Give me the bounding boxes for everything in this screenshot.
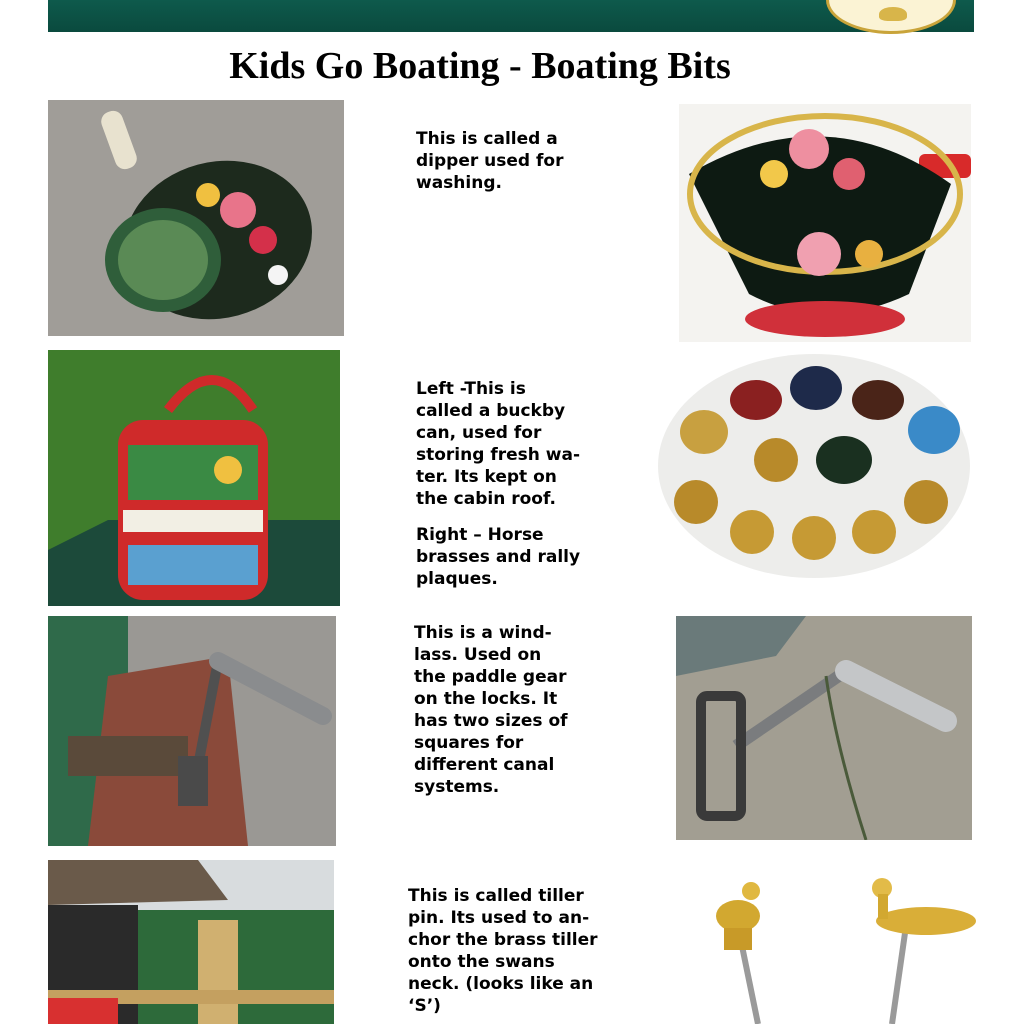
photo-windlass-left — [48, 616, 336, 846]
photo-dipper-right — [679, 104, 971, 342]
caption-buckby-right-text: Right – Horse brasses and rally plaques. — [416, 525, 581, 589]
photo-dipper-left — [48, 100, 344, 336]
caption-buckby-left-text: Left -This is called a buckby can, used for storing fresh wa- ter. Its kept on the cabin roof. — [416, 379, 581, 509]
photo-tiller-pins — [696, 866, 986, 1024]
caption-windlass: This is a wind- lass. Used on the paddle gear on the locks. It has two sizes of squares for different canal systems. — [414, 623, 568, 797]
photo-tiller-boat — [48, 860, 334, 1024]
caption-buckby-right — [416, 502, 641, 612]
caption-tiller: This is called tiller pin. Its used to an- chor the brass tiller onto the swans neck. (looks like an ‘S’) — [408, 886, 598, 1016]
photo-buckby-can — [48, 350, 340, 606]
photo-windlass-right — [676, 616, 972, 840]
page-title: Kids Go Boating - Boating Bits — [229, 45, 731, 87]
photo-horse-brasses — [656, 352, 972, 580]
caption-dipper: This is called a dipper used for washing. — [416, 129, 564, 193]
logo-bow-icon — [879, 7, 907, 21]
